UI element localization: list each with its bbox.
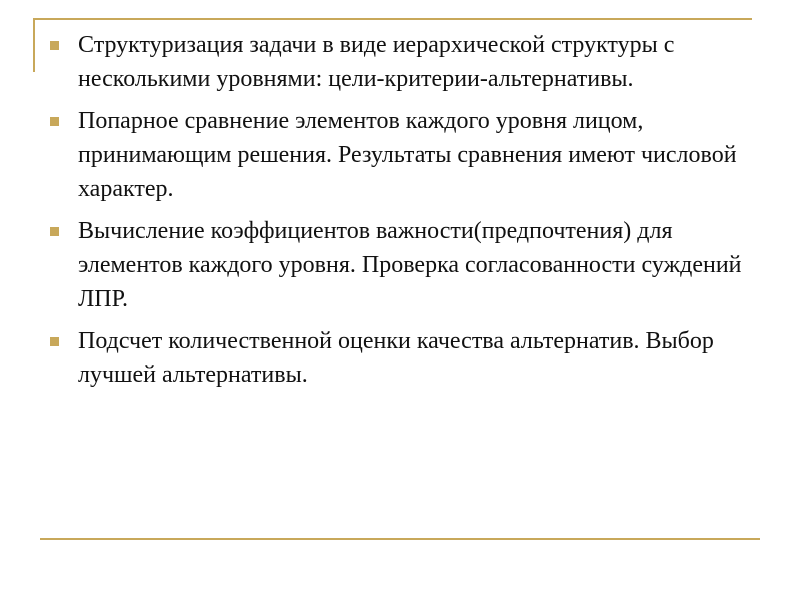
- bottom-rule: [40, 538, 760, 540]
- bullet-item: [46, 324, 762, 392]
- square-bullet-icon: [50, 337, 59, 346]
- square-bullet-icon: [50, 41, 59, 50]
- bullet-text: Структуризация задачи в виде иерархической структуры с несколькими уровнями: цели-критерии-альтернативы.: [78, 32, 675, 92]
- bullet-text: Подсчет количественной оценки качества альтернатив. Выбор лучшей альтернативы.: [78, 328, 714, 388]
- square-bullet-icon: [50, 117, 59, 126]
- square-bullet-icon: [50, 227, 59, 236]
- bullet-text: Вычисление коэффициентов важности(предпочтения) для элементов каждого уровня. Проверка согласованности суждений ЛПР.: [78, 218, 742, 312]
- left-rule: [33, 18, 35, 72]
- bullet-text: Попарное сравнение элементов каждого уровня лицом, принимающим решения. Результаты сравнения имеют числовой характер.: [78, 108, 737, 202]
- bullet-item: [46, 104, 762, 206]
- bullet-item: [46, 28, 762, 96]
- bullet-item: [46, 214, 762, 316]
- top-rule: [33, 18, 752, 20]
- bullet-list: [46, 28, 762, 400]
